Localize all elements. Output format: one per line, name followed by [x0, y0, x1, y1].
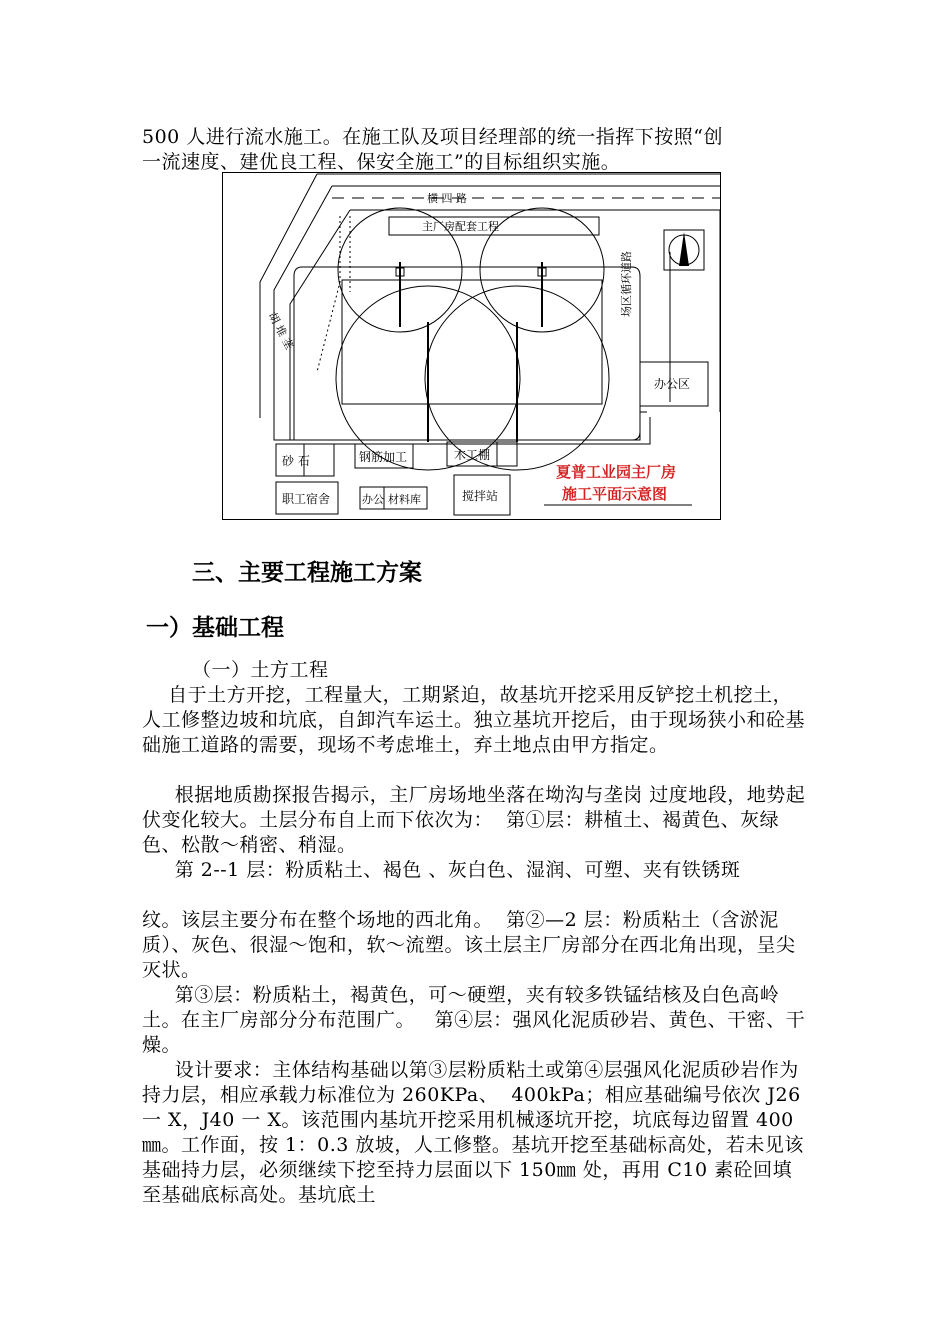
- road-top-label: 横 四 路: [427, 192, 467, 205]
- intro-line-1: 500 人进行流水施工。在施工队及项目经理部的统一指挥下按照“创: [142, 126, 724, 148]
- figure-title-line-1: 夏普工业园主厂房: [556, 463, 677, 481]
- access-line-1: [317, 216, 340, 372]
- site-plan-figure: [222, 172, 721, 520]
- dormitory-label: 职工宿舍: [282, 492, 331, 506]
- paragraph-design-requirements: 设计要求：主体结构基础以第③层粉质粘土或第④层强风化泥质砂岩作为持力层，相应承载力标准位为 260KPa、 400kPa；相应基础编号依次 J26 一 X，J40 一 X。该范围内基坑开挖采用机械逐坑开挖，坑底每边留置 400㎜。工作面，按 1：0.3 放坡，人工修整。基坑开挖至基础标高处，若未见该基础持力层，必须继续下挖至持力层面以下 150㎜ 处，再用 C10 素砼回填至基础底标高处。基坑底土: [142, 1059, 808, 1206]
- carpentry-label: 木工棚: [454, 448, 491, 462]
- section-heading: 三、主要工程施工方案: [192, 560, 422, 586]
- paragraph-excavation: 自于土方开挖，工程量大，工期紧迫，故基坑开挖采用反铲挖土机挖土，人工修整边坡和坑底，自卸汽车运土。独立基坑开挖后，由于现场狭小和砼基础施工道路的需要，现场不考虑堆土，弃土地点由甲方指定。: [142, 684, 806, 756]
- figure-title-line-2: 施工平面示意图: [562, 485, 668, 503]
- office-zone-label: 办公区: [654, 377, 691, 391]
- paragraph-geology: 根据地质勘探报告揭示，主厂房场地坐落在坳沟与垄岗 过度地段，地势起伏变化较大。土层分布自上而下依次为： 第①层：耕植土、褐黄色、灰绿色、松散～稍密、稍湿。: [142, 784, 806, 856]
- paragraph-layer-2-1: 第 2--1 层：粉质粘土、褐色 、灰白色、湿润、可塑、夹有铁锈斑: [142, 859, 741, 881]
- mixing-label: 搅拌站: [462, 489, 499, 503]
- item-heading: （一）土方工程: [192, 659, 329, 681]
- office-small-label: 办公: [362, 493, 384, 506]
- site-plan-drawing: [222, 172, 721, 520]
- road-left-edge-1: [260, 174, 317, 418]
- paragraph-layer-2-2: 纹。该层主要分布在整个场地的西北角。 第②—2 层：粉质粘土（含淤泥质）、灰色、很湿～饱和，软～流塑。该土层主厂房部分在西北角出现，呈尖灭状。: [142, 909, 796, 981]
- road-right-label: 场区循环道路: [620, 251, 633, 317]
- intro-line-2: 一流速度、建优良工程、保安全施工”的目标组织实施。: [142, 151, 621, 173]
- rebar-label: 钢筋加工: [359, 450, 408, 464]
- main-building-label: 主厂房配套工程: [422, 220, 499, 233]
- road-left-label: 胡 堆 垄: [265, 310, 296, 352]
- warehouse-label: 材料库: [388, 493, 421, 506]
- bottom-road: [274, 412, 647, 440]
- paragraph-layer-3-4: 第③层：粉质粘土，褐黄色，可～硬塑，夹有较多铁锰结核及白色高岭土。在主厂房部分分布范围广。 第④层：强风化泥质砂岩、黄色、干密、干燥。: [142, 984, 806, 1056]
- subsection-heading: 一）基础工程: [146, 615, 284, 641]
- site-boundary: [294, 267, 640, 440]
- north-arrow-icon: [679, 232, 689, 266]
- sand-label: 砂 石: [282, 454, 310, 468]
- road-left-edge-2: [274, 186, 332, 430]
